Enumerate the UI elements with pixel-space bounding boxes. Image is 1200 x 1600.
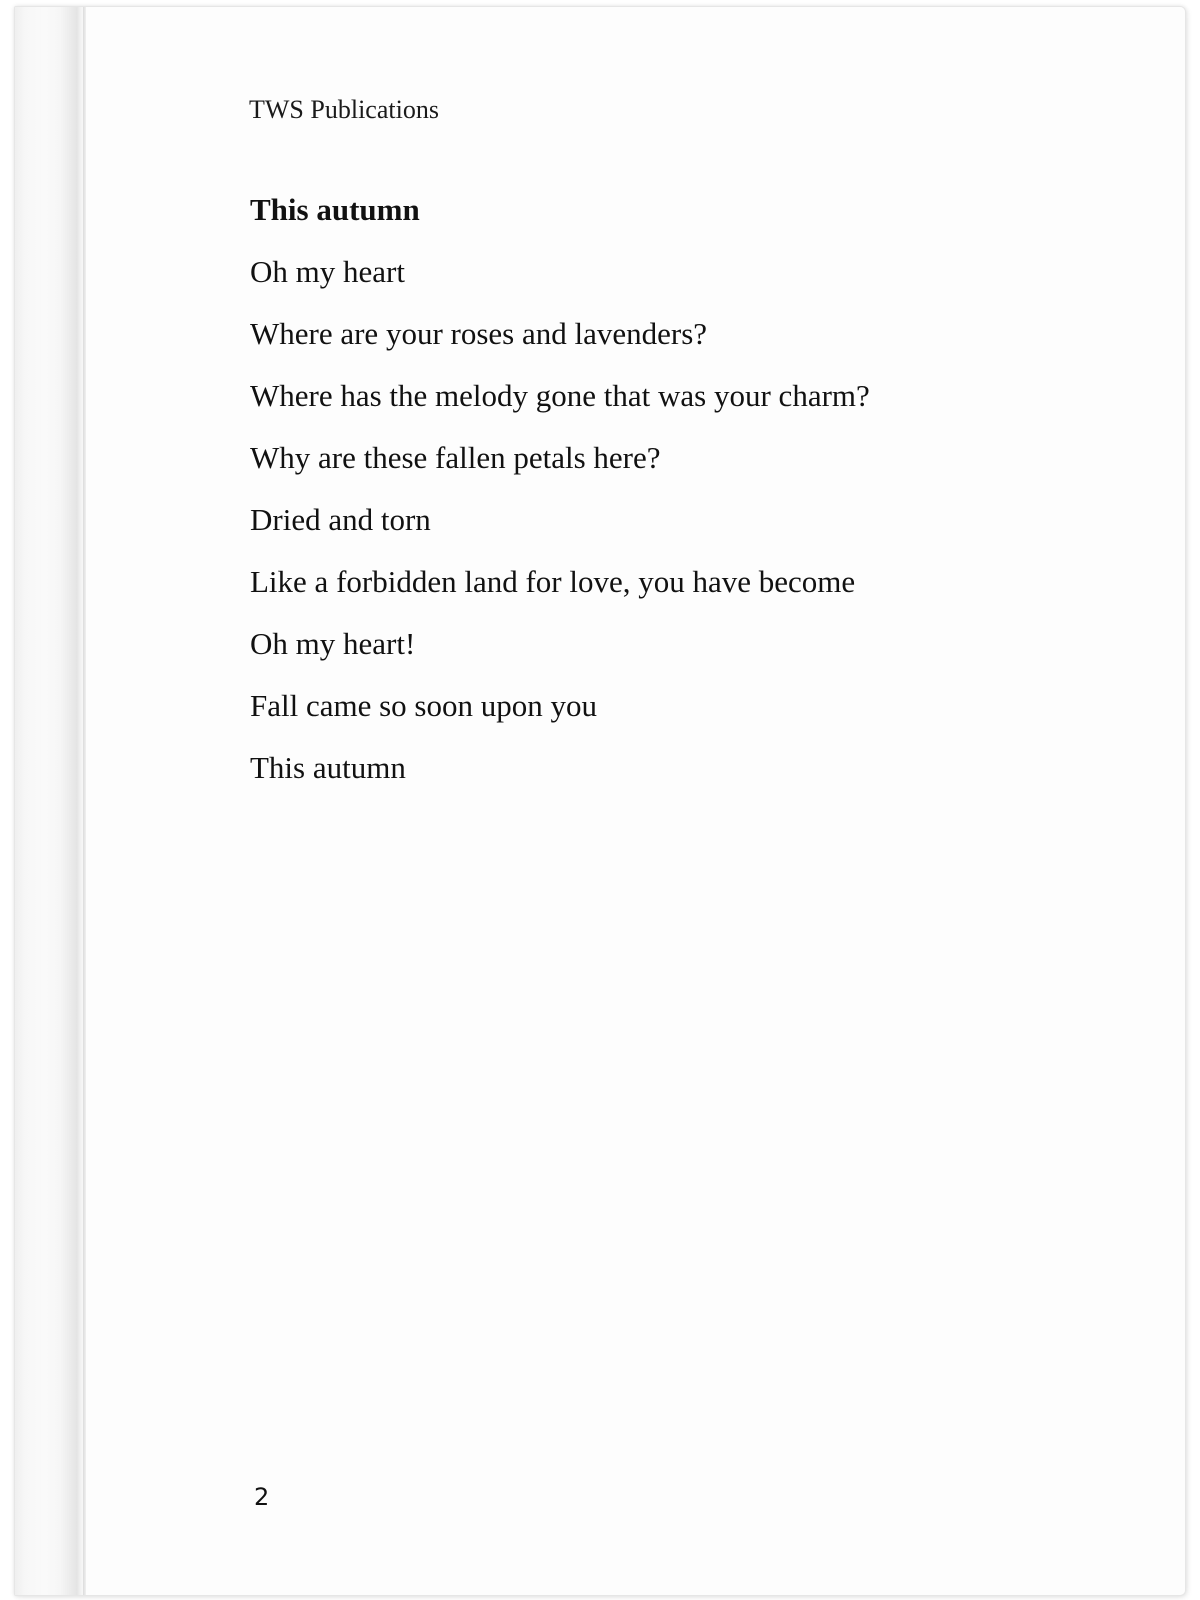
poem-line: Fall came so soon upon you: [250, 688, 597, 723]
book-spine: [15, 7, 85, 1595]
poem: [250, 190, 870, 810]
poem-line: Oh my heart!: [250, 626, 416, 661]
poem-line: Where are your roses and lavenders?: [250, 316, 708, 351]
book-page: [14, 6, 1186, 1596]
poem-line: Dried and torn: [250, 502, 431, 537]
poem-line: Like a forbidden land for love, you have become: [250, 564, 856, 599]
poem-title: This autumn: [250, 192, 420, 227]
poem-line: This autumn: [250, 750, 406, 785]
spine-edge: [83, 7, 86, 1595]
poem-line: Oh my heart: [250, 254, 405, 289]
page-number: 2: [254, 1483, 270, 1511]
poem-line: Where has the melody gone that was your charm?: [250, 378, 870, 413]
page: [87, 7, 1185, 1595]
publisher-header: TWS Publications: [249, 95, 439, 124]
poem-line: Why are these fallen petals here?: [250, 440, 661, 475]
